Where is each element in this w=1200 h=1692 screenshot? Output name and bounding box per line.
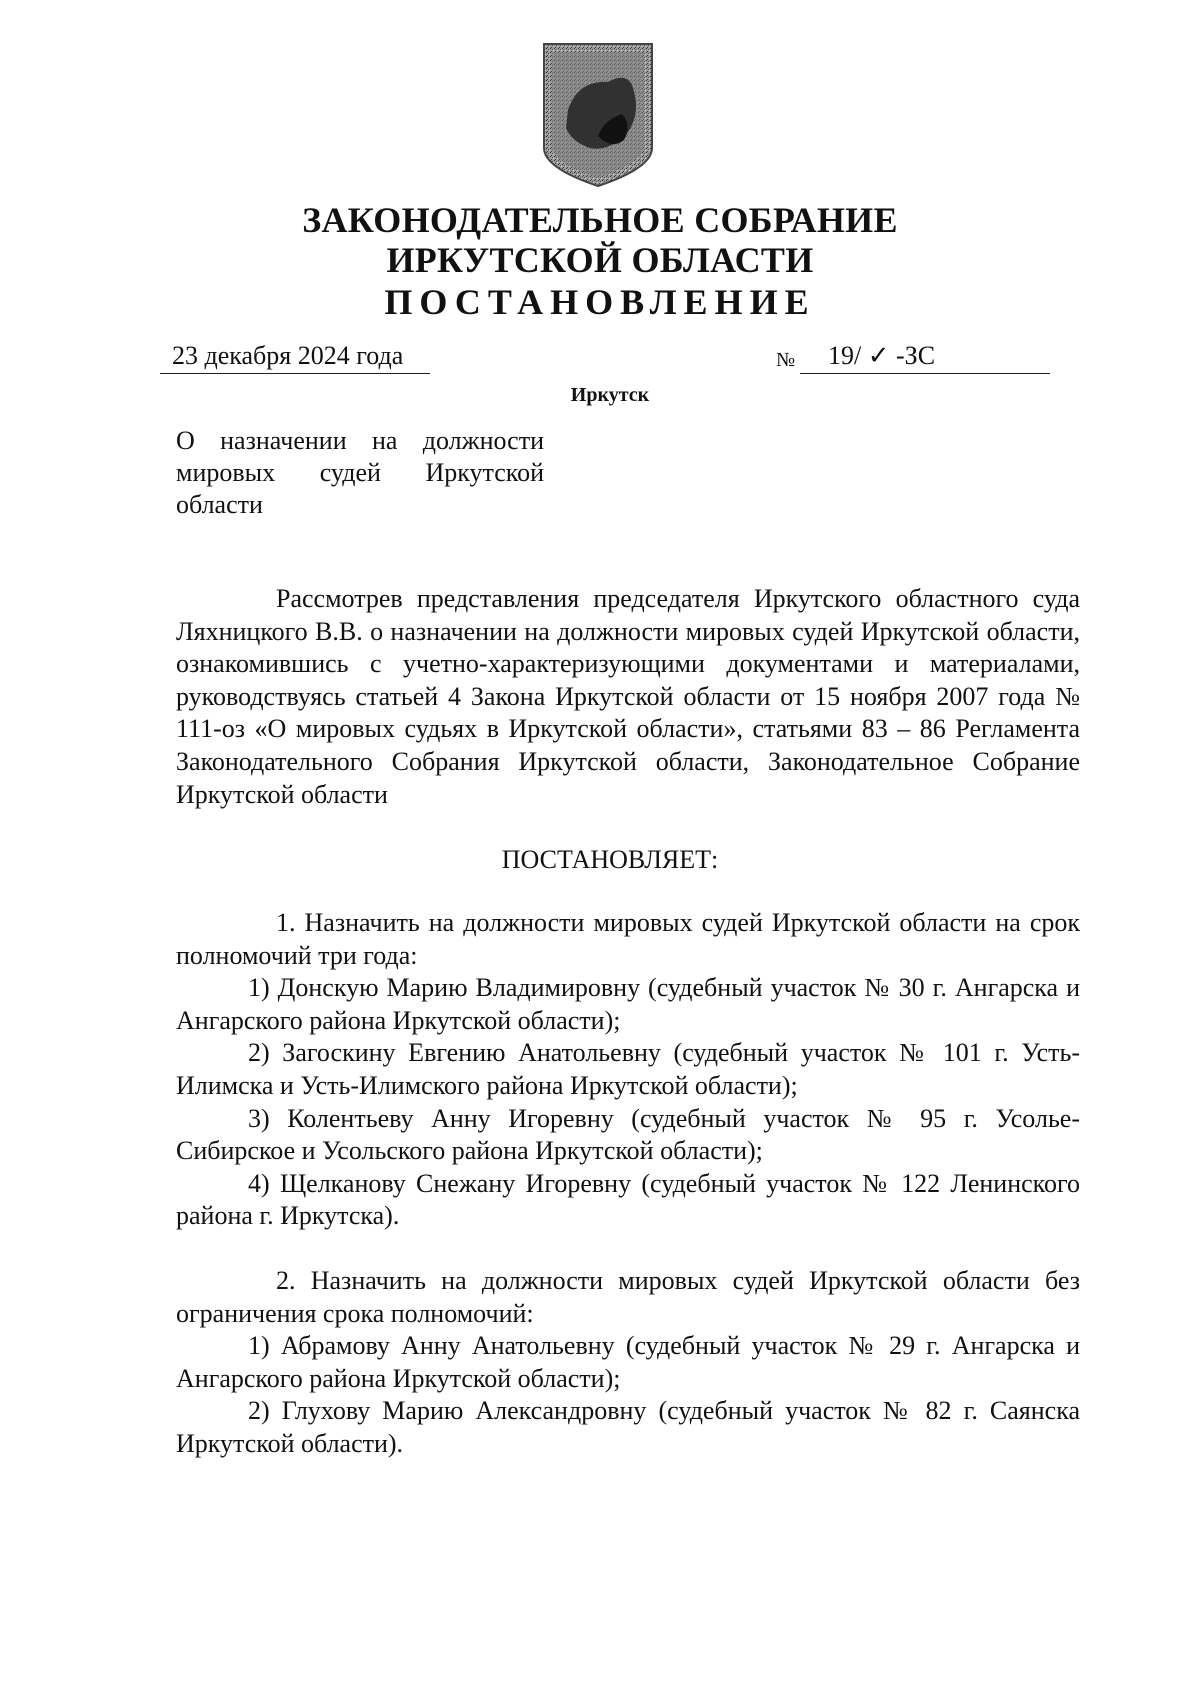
section-2 <box>176 1265 1080 1461</box>
org-name-line1: ЗАКОНОДАТЕЛЬНОЕ СОБРАНИЕ <box>302 200 898 240</box>
list-item: 4) Щелканову Снежану Игоревну (судебный участок № 122 Ленинского района г. Иркутска). <box>176 1168 1080 1231</box>
coat-of-arms-icon <box>538 40 658 190</box>
intro-paragraph: Рассмотрев представления председателя Иркутского областного суда Ляхницкого В.В. о назначении на должности мировых судей Иркутской области, ознакомившись с учетно-характеризующими документами и материалами, руководствуясь статьей 4 Закона Иркутской области от 15 ноября 2007 года № 111-оз «О мировых судьях в Иркутской области», статьями 83 – 86 Регламента Законодательного Собрания Иркутской области, Законодательное Собрание Иркутской области <box>176 584 1080 809</box>
org-name-line2: ИРКУТСКОЙ ОБЛАСТИ <box>386 240 814 280</box>
document-city: Иркутск <box>570 384 650 406</box>
document-date: 23 декабря 2024 года <box>160 339 430 374</box>
list-item: 1) Абрамову Анну Анатольевну (судебный участок № 29 г. Ангарска и Ангарского района Иркутской области); <box>176 1331 1080 1393</box>
subject-line: области <box>176 490 263 519</box>
intro-section <box>176 583 1080 811</box>
resolve-heading: ПОСТАНОВЛЯЕТ: <box>501 845 719 874</box>
document-number: 19/ ✓ -ЗС <box>800 339 1050 374</box>
list-item: 2) Глухову Марию Александровну (судебный участок № 82 г. Саянска Иркутской области). <box>176 1396 1080 1458</box>
list-item: 3) Колентьеву Анну Игоревну (судебный участок № 95 г. Усолье-Сибирское и Усольского района Иркутской области); <box>176 1103 1080 1166</box>
section-1-lead: 1. Назначить на должности мировых судей Иркутской области на срок полномочий три года: <box>176 908 1080 970</box>
document-subject <box>176 425 544 521</box>
section-1 <box>176 907 1080 1233</box>
section-2-lead: 2. Назначить на должности мировых судей Иркутской области без ограничения срока полномочий: <box>176 1266 1080 1328</box>
doc-type-title: ПОСТАНОВЛЕНИЕ <box>384 282 816 322</box>
list-item: 2) Загоскину Евгению Анатольевну (судебный участок № 101 г. Усть-Илимска и Усть-Илимского района Иркутской области); <box>176 1038 1080 1100</box>
list-item: 1) Донскую Марию Владимировну (судебный участок № 30 г. Ангарска и Ангарского района Иркутской области); <box>176 973 1080 1035</box>
number-sign: № <box>776 349 796 371</box>
subject-line: мировых судей Иркутской <box>176 458 544 487</box>
subject-line: О назначении на должности <box>176 426 544 455</box>
document-number-field <box>776 339 1050 377</box>
